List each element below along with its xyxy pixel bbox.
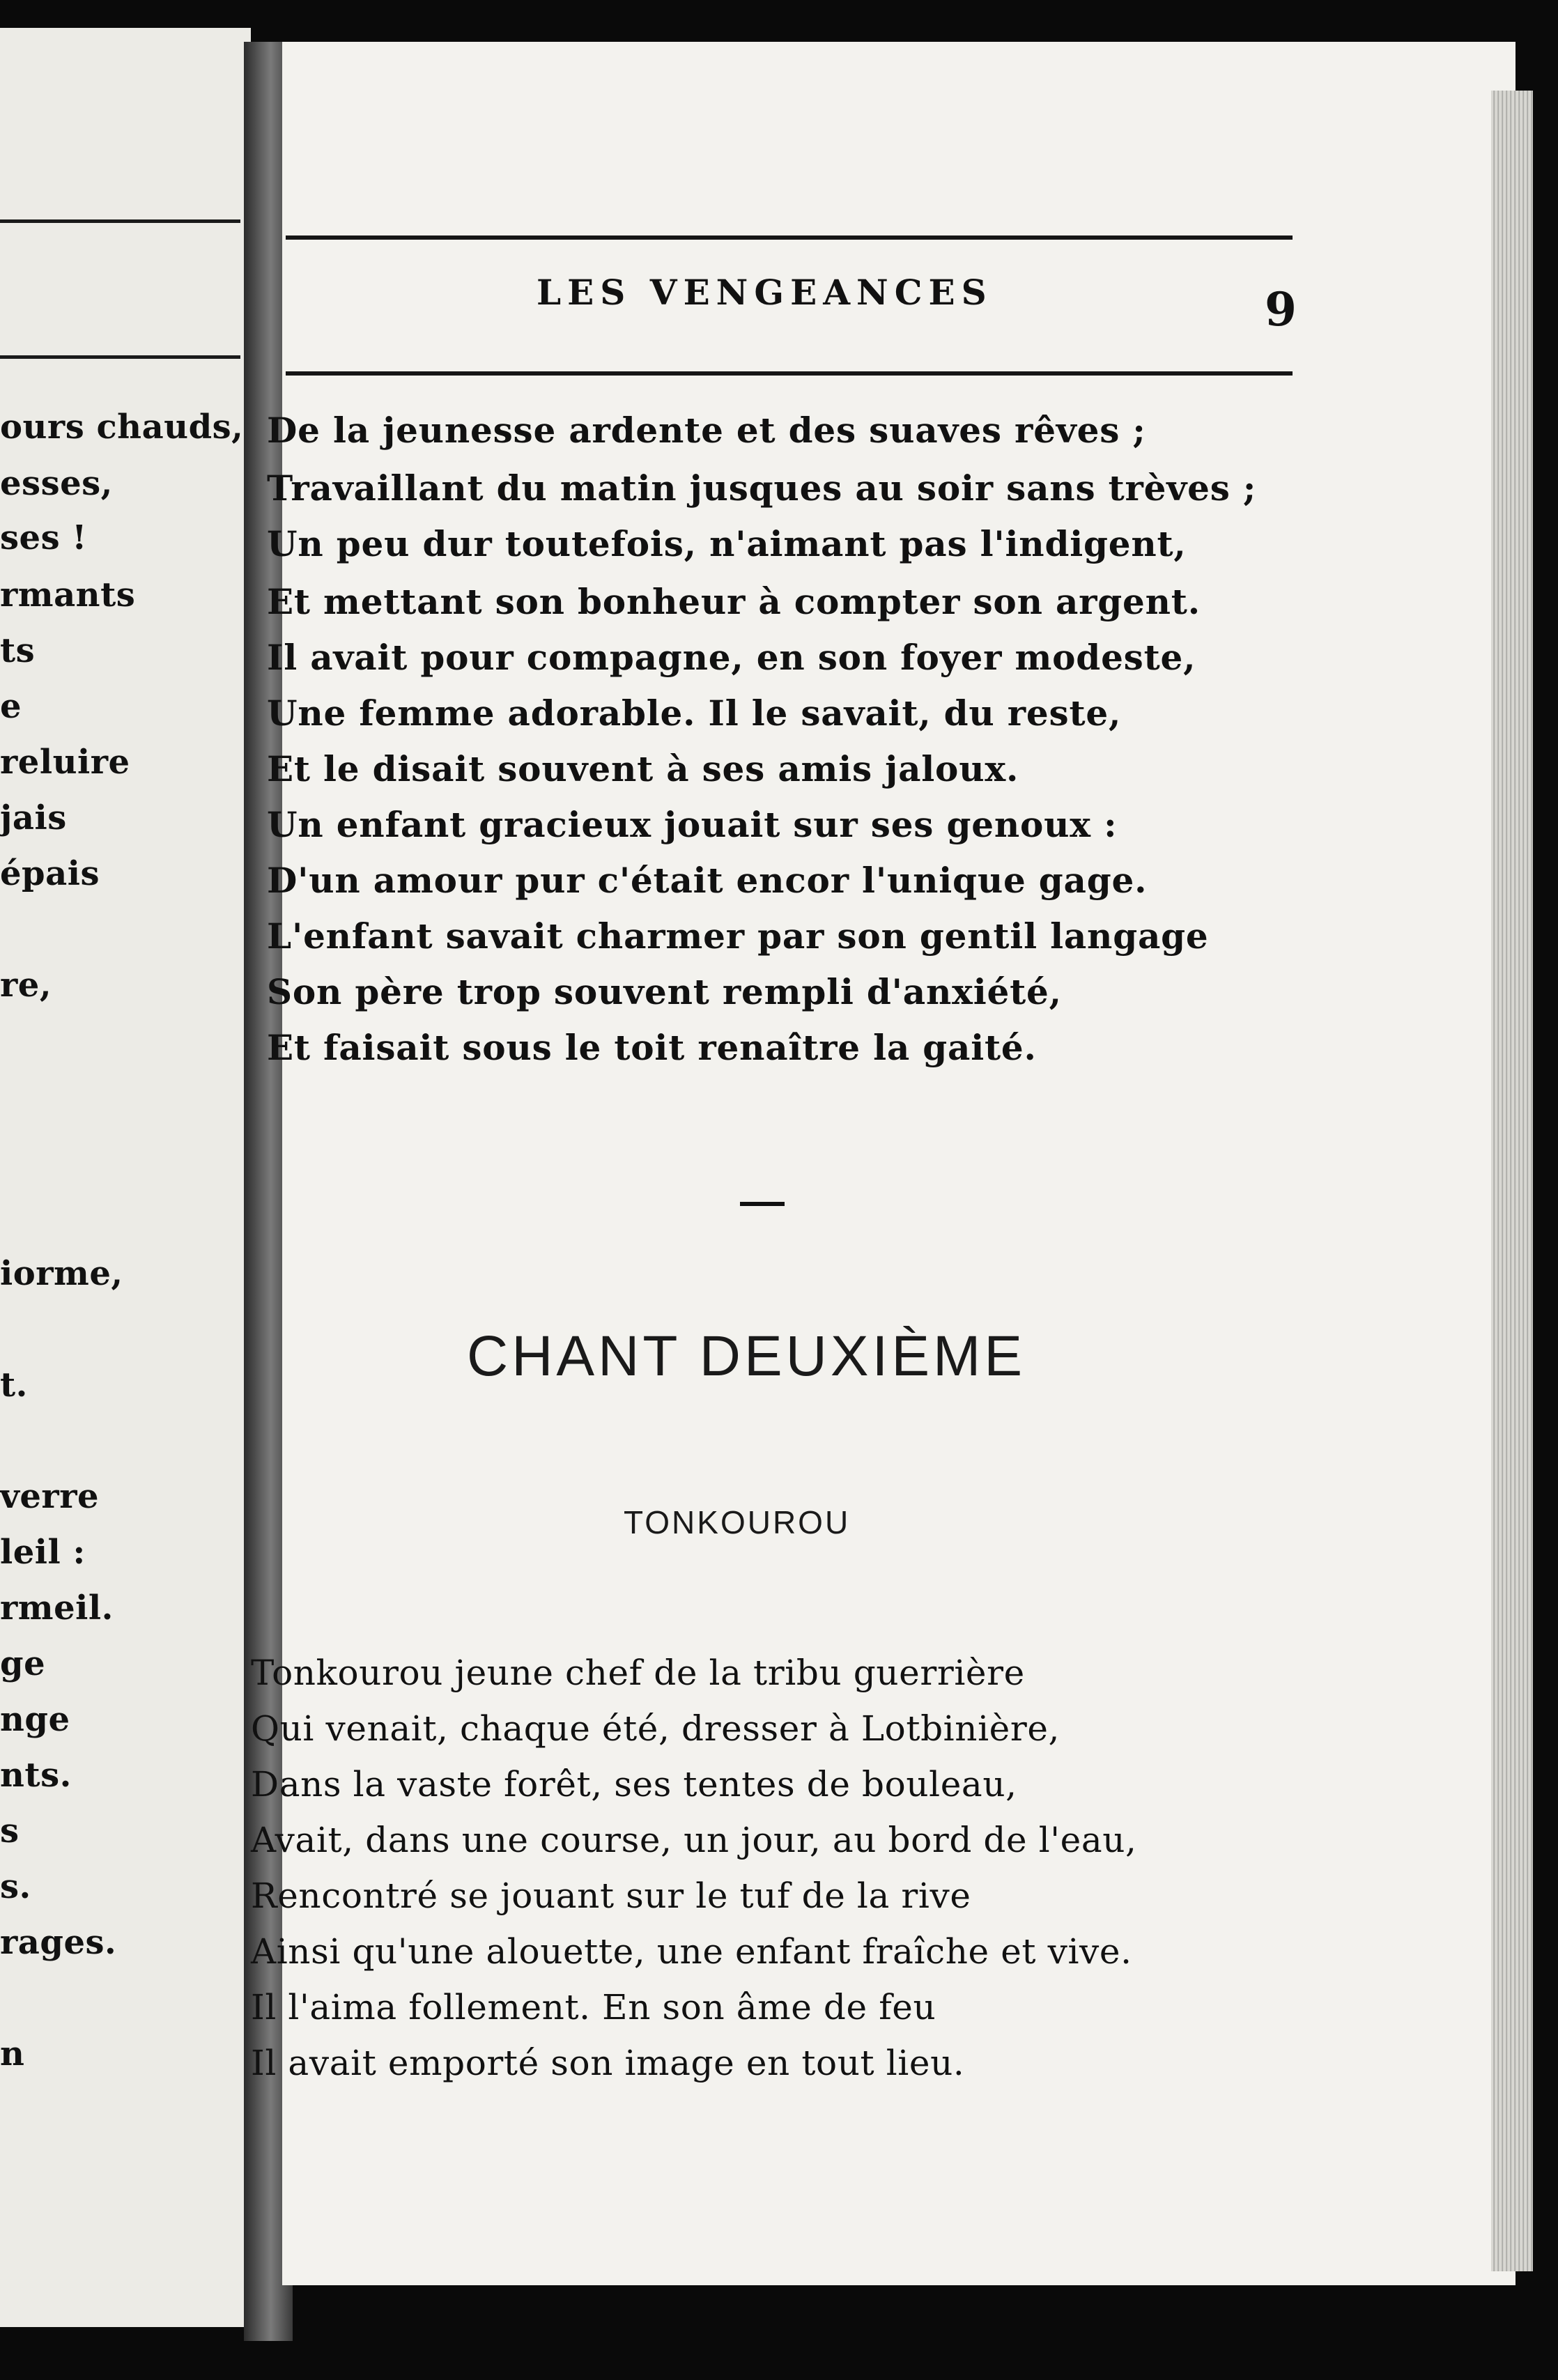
page-number: 9: [1265, 282, 1297, 337]
verse-line: Il avait emporté son image en tout lieu.: [251, 2043, 965, 2083]
verse-line: Un enfant gracieux jouait sur ses genoux :: [267, 804, 1118, 845]
left-page-line: esses,: [0, 464, 113, 503]
verse-line: Travaillant du matin jusques au soir sans trèves ;: [267, 468, 1257, 509]
verse-line: Il l'aima follement. En son âme de feu: [251, 1987, 936, 2027]
left-page-line: e: [0, 687, 22, 726]
left-page-line: nge: [0, 1700, 70, 1739]
chapter-title: CHANT DEUXIÈME: [467, 1324, 1026, 1388]
verse-line: Avait, dans une course, un jour, au bord de l'eau,: [251, 1820, 1137, 1860]
header-rule-top: [286, 235, 1293, 240]
verse-line: Une femme adorable. Il le savait, du reste,: [267, 693, 1122, 734]
left-page-line: s.: [0, 1867, 31, 1906]
page-edges: [1491, 91, 1533, 2271]
verse-line: De la jeunesse ardente et des suaves rêves ;: [267, 410, 1146, 451]
left-page-fragment: [0, 28, 251, 2327]
left-page-line: iorme,: [0, 1254, 123, 1293]
left-page-line: reluire: [0, 743, 130, 782]
left-page-line: s: [0, 1811, 20, 1850]
verse-line: Et faisait sous le toit renaître la gaité.: [267, 1027, 1037, 1068]
verse-line: D'un amour pur c'était encor l'unique gage.: [267, 860, 1148, 901]
chapter-subtitle: TONKOUROU: [624, 1504, 851, 1540]
left-page-line: leil :: [0, 1533, 86, 1572]
verse-line: Et le disait souvent à ses amis jaloux.: [267, 748, 1019, 789]
left-page-line: ts: [0, 631, 36, 670]
left-page-line: t.: [0, 1366, 28, 1405]
verse-line: L'enfant savait charmer par son gentil langage: [267, 915, 1209, 957]
verse-line: Qui venait, chaque été, dresser à Lotbinière,: [251, 1708, 1060, 1749]
header-rule-bottom: [286, 371, 1293, 376]
verse-line: Et mettant son bonheur à compter son argent.: [267, 581, 1201, 622]
section-divider: [740, 1202, 785, 1206]
left-page-line: ses !: [0, 518, 87, 557]
verse-line: Ainsi qu'une alouette, une enfant fraîche et vive.: [251, 1931, 1132, 1972]
left-page-line: ge: [0, 1644, 46, 1683]
left-page-line: ours chauds,: [0, 408, 244, 447]
left-header-rule-bottom: [0, 355, 240, 359]
left-page-line: rmeil.: [0, 1589, 114, 1628]
verse-line: Dans la vaste forêt, ses tentes de bouleau,: [251, 1764, 1017, 1805]
left-page-line: épais: [0, 854, 100, 893]
verse-line: Son père trop souvent rempli d'anxiété,: [267, 971, 1062, 1012]
left-header-rule-top: [0, 219, 240, 223]
left-page-line: verre: [0, 1477, 100, 1516]
running-header-title: LES VENGEANCES: [537, 272, 993, 313]
verse-line: Tonkourou jeune chef de la tribu guerrière: [251, 1653, 1025, 1693]
left-page-line: n: [0, 2034, 25, 2073]
left-page-line: rages.: [0, 1923, 117, 1962]
verse-line: Rencontré se jouant sur le tuf de la rive: [251, 1876, 971, 1916]
left-page-line: rmants: [0, 575, 136, 615]
left-page-line: re,: [0, 966, 52, 1005]
verse-line: Un peu dur toutefois, n'aimant pas l'indigent,: [267, 523, 1187, 564]
left-page-line: jais: [0, 798, 67, 837]
left-page-line: nts.: [0, 1756, 72, 1795]
verse-line: Il avait pour compagne, en son foyer modeste,: [267, 637, 1196, 678]
